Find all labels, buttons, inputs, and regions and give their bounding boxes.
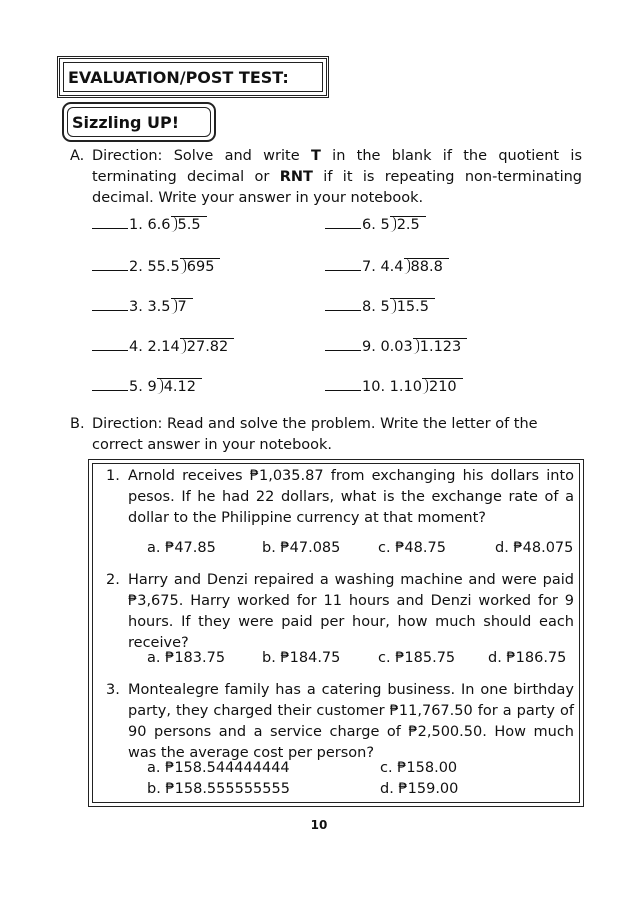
division-item-10: 10. 1.10 210: [325, 378, 463, 395]
q3-option-a: a. ₱158.544444444: [147, 760, 290, 776]
q2-option-b: b. ₱184.75: [262, 650, 341, 666]
long-division-bracket: 1.123: [413, 338, 468, 355]
evaluation-title-box: [57, 56, 329, 98]
answer-blank: [325, 338, 361, 351]
division-item-2: 2. 55.5 695: [92, 258, 220, 275]
part-a-letter: A.: [70, 148, 85, 164]
division-item-6: 6. 5 2.5: [325, 216, 426, 233]
answer-blank: [325, 216, 361, 229]
rnt-keyword: RNT: [279, 169, 313, 185]
question-1: 1. Arnold receives ₱1,035.87 from exchanging his dollars into pesos. If he had 22 dollars, what is the exchange rate of a dollar to the Philippine currency at that moment?: [106, 468, 574, 526]
long-division-bracket: 15.5: [390, 298, 435, 315]
division-item-3: 3. 3.5 7: [92, 298, 193, 315]
q1-option-b: b. ₱47.085: [262, 540, 341, 556]
long-division-bracket: 7: [171, 298, 193, 315]
answer-blank: [92, 216, 128, 229]
q1-option-c: c. ₱48.75: [378, 540, 446, 556]
long-division-bracket: 27.82: [180, 338, 235, 355]
answer-blank: [92, 378, 128, 391]
q3-option-c: c. ₱158.00: [380, 760, 458, 776]
q2-option-a: a. ₱183.75: [147, 650, 226, 666]
q2-option-c: c. ₱185.75: [378, 650, 456, 666]
part-b-letter: B.: [70, 416, 85, 432]
answer-blank: [325, 258, 361, 271]
sizzling-up-box: [62, 102, 216, 142]
sizzling-up-label: Sizzling UP!: [72, 112, 180, 132]
question-3: 3. Montealegre family has a catering business. In one birthday party, they charged their customer ₱11,767.50 for a party of 90 persons and a service charge of ₱2,500.50. How much was the average cost per person?: [106, 682, 574, 761]
answer-blank: [92, 258, 128, 271]
long-division-bracket: 5.5: [171, 216, 207, 233]
long-division-bracket: 2.5: [390, 216, 426, 233]
question-2: 2. Harry and Denzi repaired a washing machine and were paid ₱3,675. Harry worked for 11 hours and Denzi worked for 9 hours. If they were paid per hour, how much should each receive?: [106, 572, 574, 651]
division-item-4: 4. 2.14 27.82: [92, 338, 234, 355]
q1-option-d: d. ₱48.075: [495, 540, 574, 556]
answer-blank: [325, 378, 361, 391]
division-item-7: 7. 4.4 88.8: [325, 258, 449, 275]
division-item-1: 1. 6.6 5.5: [92, 216, 207, 233]
division-item-8: 8. 5 15.5: [325, 298, 435, 315]
answer-blank: [92, 298, 128, 311]
long-division-bracket: 210: [422, 378, 463, 395]
part-b-direction: B. Direction: Read and solve the problem. Write the letter of the correct answer in your notebook.: [70, 416, 538, 453]
page-number: 10: [310, 818, 328, 832]
long-division-bracket: 4.12: [157, 378, 202, 395]
long-division-bracket: 88.8: [404, 258, 449, 275]
q3-option-d: d. ₱159.00: [380, 781, 459, 797]
q2-option-d: d. ₱186.75: [488, 650, 567, 666]
division-item-9: 9. 0.03 1.123: [325, 338, 467, 355]
t-keyword: T: [310, 148, 321, 164]
q1-option-a: a. ₱47.85: [147, 540, 216, 556]
answer-blank: [325, 298, 361, 311]
evaluation-title: EVALUATION/POST TEST:: [68, 67, 289, 87]
answer-blank: [92, 338, 128, 351]
part-a-direction: A. Direction: Solve and write T in the blank if the quotient is terminating decimal or RNT if it is repeating non-terminating decimal. Write your answer in your notebook.: [70, 148, 582, 206]
long-division-bracket: 695: [180, 258, 221, 275]
q3-option-b: b. ₱158.555555555: [147, 781, 290, 797]
division-item-5: 5. 9 4.12: [92, 378, 202, 395]
